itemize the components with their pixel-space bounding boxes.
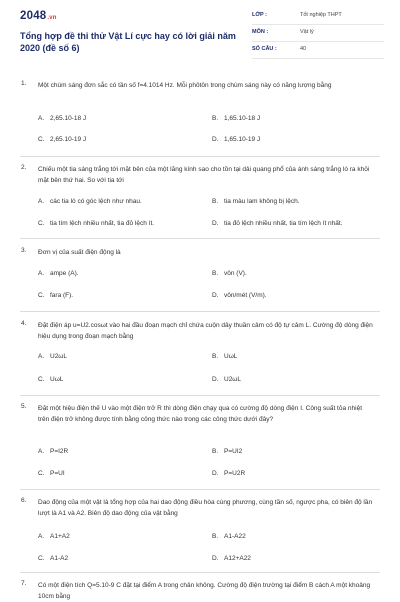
meta-count-value: 40 — [300, 46, 307, 52]
meta-class-label: LỚP : — [252, 12, 267, 18]
option-a[interactable]: A. 2,65.10-18 J — [38, 115, 87, 122]
question-text: Đặt một hiệu điện thế U vào một điện trở R thì dòng điện chạy qua có cường độ dòng điện I. Công suất tỏa nhiệt trên điện trở không được tính bằng công thức nào trong các công thức dưới đây? — [38, 405, 362, 423]
option-b[interactable]: B. tia màu lam không bị lệch. — [212, 198, 300, 205]
question-text: Dao động của một vật là tổng hợp của hai dao động điều hòa cùng phương, cùng tần số, ngược pha, có biên độ lần lượt là A1 và A2. Biên độ dao động của vật bằng — [38, 499, 373, 517]
option-d[interactable]: D. U2ωL — [212, 376, 241, 383]
option-c[interactable]: C. A1-A2 — [38, 555, 69, 562]
option-c[interactable]: C. fara (F). — [38, 292, 74, 299]
question-text: Một chùm sáng đơn sắc có tần số f=4.1014 Hz. Mỗi phôtôn trong chùm sáng này có năng lượng bằng — [38, 82, 332, 89]
option-a[interactable]: A. các tia ló có góc lệch như nhau. — [38, 198, 142, 205]
option-a[interactable]: A. P=I2R — [38, 448, 69, 455]
question-text: Có một điện tích Q=5.10-9 C đặt tại điểm A trong chân không. Cường độ điện trường tại điểm B cách A một khoảng 10cm bằng — [38, 582, 371, 600]
meta-count-label: SỐ CÂU : — [252, 46, 277, 52]
meta-class-row — [252, 10, 384, 25]
question-number: 6. — [21, 497, 27, 504]
option-c[interactable]: C. tia tím lệch nhiều nhất, tia đỏ lệch ít. — [38, 220, 155, 227]
option-c[interactable]: C. 2,65.10-19 J — [38, 136, 87, 143]
question-number: 5. — [21, 403, 27, 410]
option-b[interactable]: B. P=UI2 — [212, 448, 243, 455]
question-number: 1. — [21, 80, 27, 87]
option-c[interactable]: C. UωL — [38, 376, 64, 383]
option-d[interactable]: D. P=U2R — [212, 470, 246, 477]
question-number: 7. — [21, 580, 27, 587]
question-divider — [20, 395, 380, 396]
option-d[interactable]: D. A12+A22 — [212, 555, 251, 562]
option-d[interactable]: D. vôn/mét (V/m). — [212, 292, 267, 299]
option-a[interactable]: A. A1+A2 — [38, 533, 70, 540]
meta-count-row — [252, 44, 384, 59]
meta-subject-value: Vật lý — [300, 29, 314, 35]
meta-subject-row — [252, 27, 384, 42]
question-text: Đặt điện áp u=U2.cosωt vào hai đầu đoạn mạch chỉ chứa cuộn dây thuần cảm có độ tự cảm L. Cường độ dòng điện hiệu dụng trong đoạn mạch bằng — [38, 322, 373, 340]
document-meta — [252, 10, 384, 61]
option-b[interactable]: B. A1-A22 — [212, 533, 246, 540]
option-b[interactable]: B. 1,65.10-18 J — [212, 115, 261, 122]
option-a[interactable]: A. U2ωL — [38, 353, 67, 360]
document-header — [20, 10, 382, 72]
question-text: Chiếu một tia sáng trắng tới mặt bên của một lăng kính sao cho tồn tại dải quang phổ của ánh sáng trắng ló ra khỏi mặt bên thứ hai. So với tia tới — [38, 166, 370, 184]
question-text: Đơn vị của suất điện động là — [38, 249, 121, 256]
option-c[interactable]: C. P=UI — [38, 470, 65, 477]
meta-subject-label: MÔN : — [252, 29, 269, 35]
question-number: 4. — [21, 320, 27, 327]
question-divider — [20, 489, 380, 490]
question-divider — [20, 238, 380, 239]
option-b[interactable]: B. UωL — [212, 353, 238, 360]
question-divider — [20, 156, 380, 157]
option-a[interactable]: A. ampe (A). — [38, 270, 79, 277]
option-d[interactable]: D. tia đỏ lệch nhiều nhất, tia tím lệch ít nhất. — [212, 220, 343, 227]
question-divider — [20, 311, 380, 312]
option-b[interactable]: B. vôn (V). — [212, 270, 247, 277]
meta-class-value: Tốt nghiệp THPT — [300, 12, 342, 18]
question-number: 3. — [21, 247, 27, 254]
document-title: Tổng hợp đề thi thử Vật Lí cực hay có lời giải năm 2020 (đề số 6) — [20, 31, 236, 53]
question-divider — [20, 572, 380, 573]
question-number: 2. — [21, 164, 27, 171]
option-d[interactable]: D. 1,65.10-19 J — [212, 136, 261, 143]
site-logo[interactable]: 2048.vn — [20, 10, 57, 22]
